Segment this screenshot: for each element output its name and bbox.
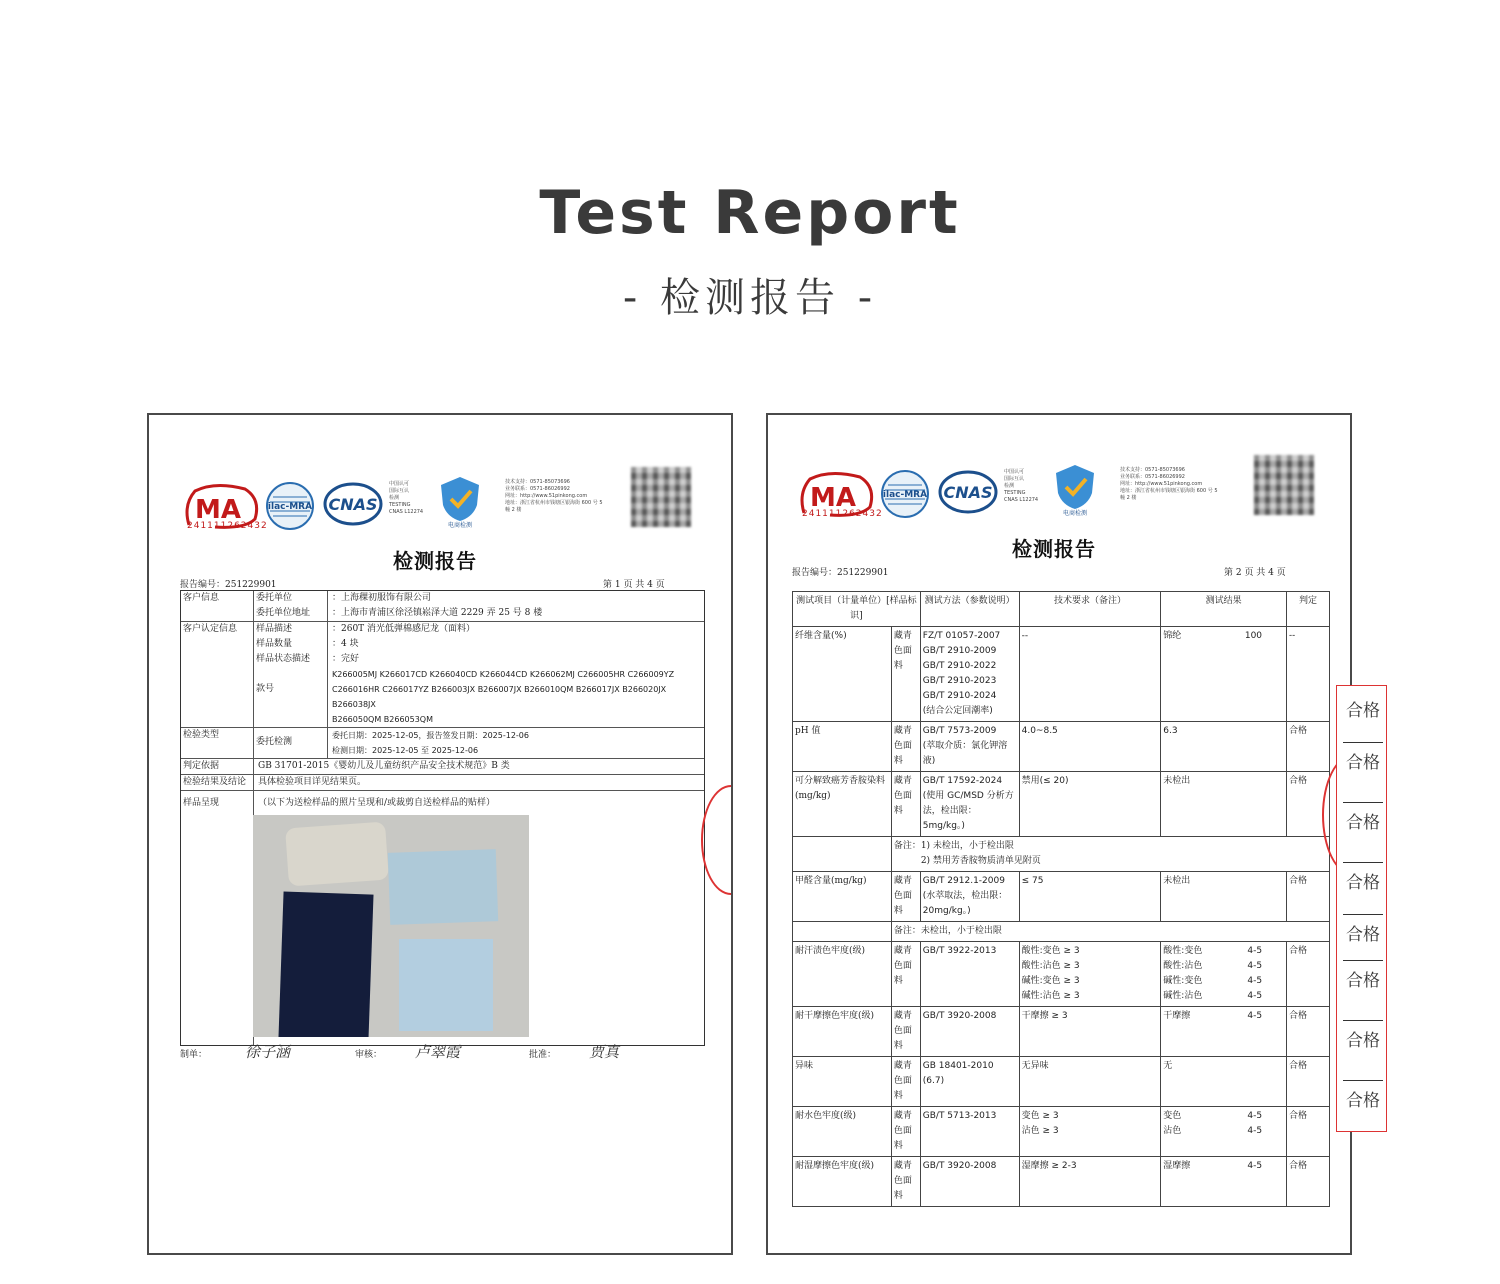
method-cell: FZ/T 01057-2007 GB/T 2910-2009 GB/T 2910-2022 GB/T 2910-2023 GB/T 2910-2024 (结合公定回潮率) — [920, 627, 1019, 722]
item-cell: 耐汗渍色牢度(级) — [793, 942, 892, 1007]
result-value: 干摩擦 — [1163, 1011, 1191, 1021]
pass-tag: 合格 — [1346, 753, 1380, 773]
page-indicator: 第 2 页 共 4 页 — [1224, 568, 1286, 578]
sample-mark-cell: 藏青色面料 — [891, 627, 920, 722]
svg-text:电商检测: 电商检测 — [1062, 510, 1088, 517]
result-cell — [1161, 942, 1287, 1007]
requirement-cell: 湿摩擦 ≥ 2-3 — [1019, 1157, 1161, 1207]
result-value: 湿摩擦 — [1163, 1161, 1191, 1171]
report-number: 报告编号：251229901 — [180, 580, 277, 590]
judgement-cell: 合格 — [1287, 722, 1330, 772]
report-number: 报告编号：251229901 — [792, 568, 889, 578]
header-requirement: 技术要求（备注） — [1019, 592, 1161, 627]
pass-tag: 合格 — [1346, 971, 1380, 991]
svg-text:MA: MA — [810, 483, 856, 513]
requirement-cell: 无异味 — [1019, 1057, 1161, 1107]
requirement-cell: 变色 ≥ 3 沾色 ≥ 3 — [1019, 1107, 1161, 1157]
sample-mark-cell: 藏青色面料 — [891, 772, 920, 837]
report-page-2 — [766, 413, 1352, 1255]
result-grade: 4-5 — [1247, 1011, 1263, 1021]
result-grade: 100 — [1244, 631, 1263, 641]
sample-photo — [253, 815, 529, 1037]
tag-divider — [1343, 802, 1383, 803]
method-cell: GB/T 3922-2013 — [920, 942, 1019, 1007]
doc-title: 检测报告 — [393, 549, 477, 573]
page-title: Test Report — [539, 178, 961, 248]
cnas-caption: 中国认可 国际互认 检测 TESTING CNAS L12274 — [389, 481, 424, 515]
result-value: 变色 沾色 — [1163, 1111, 1182, 1136]
table-header-row — [793, 592, 1330, 627]
ecommerce-testing-logo — [435, 475, 485, 531]
contact-info: 技术支持：0571-85073696 业务联系：0571-86026992 网址：http://www.51pinkong.com 地址：浙江省杭州市钱塘区银海街 600 号 5 幢 2 楼 — [505, 479, 603, 513]
contact-info: 技术支持：0571-85073696 业务联系：0571-86026992 网址：http://www.51pinkong.com 地址：浙江省杭州市钱塘区银海街 600 号 5 幢 2 楼 — [1120, 467, 1218, 501]
certification-logos — [800, 463, 1320, 523]
judgement-cell: 合格 — [1287, 772, 1330, 837]
judgement-cell: 合格 — [1287, 1057, 1330, 1107]
judgement-cell: 合格 — [1287, 1157, 1330, 1207]
result-value: 酸性:变色 酸性:沾色 碱性:变色 碱性:沾色 — [1163, 946, 1203, 1001]
method-cell: GB/T 2912.1-2009 (水萃取法，检出限：20mg/kg。) — [920, 872, 1019, 922]
method-cell: GB/T 17592-2024 (使用 GC/MSD 分析方法，检出限：5mg/kg。) — [920, 772, 1019, 837]
pass-tag: 合格 — [1346, 925, 1380, 945]
table-row — [793, 772, 1330, 837]
result-cell — [1161, 772, 1287, 837]
item-cell: 可分解致癌芳香胺染料(mg/kg) — [793, 772, 892, 837]
item-cell: 耐湿摩擦色牢度(级) — [793, 1157, 892, 1207]
item-cell: 甲醛含量(mg/kg) — [793, 872, 892, 922]
doc-title: 检测报告 — [1012, 537, 1096, 561]
table-row: 检验类型 委托检测 委托日期：2025-12-05，报告签发日期：2025-12-06 检测日期：2025-12-05 至 2025-12-06 — [181, 728, 704, 759]
result-cell — [1161, 872, 1287, 922]
svg-text:MA: MA — [195, 495, 241, 525]
qr-code — [631, 467, 691, 527]
review-label: 审核： — [355, 1050, 383, 1060]
results-table — [792, 591, 1330, 1207]
cma-number: 241111262432 — [802, 509, 883, 519]
requirement-cell: 干摩擦 ≥ 3 — [1019, 1007, 1161, 1057]
method-cell: GB/T 3920-2008 — [920, 1157, 1019, 1207]
tag-divider — [1343, 742, 1383, 743]
approve-signature: 贾真 — [589, 1043, 620, 1061]
red-seal — [701, 785, 733, 895]
page-indicator: 第 1 页 共 4 页 — [603, 580, 665, 590]
table-row — [793, 1057, 1330, 1107]
approve-label: 批准： — [529, 1050, 557, 1060]
requirement-cell: 禁用(≤ 20) — [1019, 772, 1161, 837]
table-row — [793, 1107, 1330, 1157]
beige-fabric — [285, 822, 389, 887]
result-value: 锦纶 — [1163, 631, 1182, 641]
pass-tag: 合格 — [1346, 1031, 1380, 1051]
qr-code — [1254, 455, 1314, 515]
cnas-caption: 中国认可 国际互认 检测 TESTING CNAS L12274 — [1004, 469, 1039, 503]
judgement-cell: 合格 — [1287, 942, 1330, 1007]
result-value: 6.3 — [1163, 726, 1178, 736]
certification-logos — [185, 475, 705, 535]
report-page-1 — [147, 413, 733, 1255]
result-cell — [1161, 1057, 1287, 1107]
svg-text:CNAS: CNAS — [328, 495, 378, 514]
note-cell: 备注：未检出，小于检出限 — [891, 922, 1329, 942]
made-by-label: 制单： — [180, 1050, 208, 1060]
table-row — [793, 1007, 1330, 1057]
ecommerce-testing-logo — [1050, 463, 1100, 519]
table-row — [793, 942, 1330, 1007]
empty-cell — [793, 922, 892, 942]
table-row: 客户信息 委托单位 ：上海稞初服饰有限公司 委托单位地址 ：上海市青浦区徐泾镇崧泽大道 2229 弄 25 号 8 楼 — [181, 591, 704, 622]
table-row — [793, 627, 1330, 722]
table-row: 检验结果及结论 具体检验项目详见结果页。 — [181, 775, 704, 791]
table-note-row — [793, 922, 1330, 942]
judgement-cell: -- — [1287, 627, 1330, 722]
table-row — [793, 1157, 1330, 1207]
sample-mark-cell: 藏青色面料 — [891, 872, 920, 922]
svg-text:CNAS: CNAS — [943, 483, 993, 502]
svg-text:ilac-MRA: ilac-MRA — [267, 502, 313, 512]
result-cell — [1161, 627, 1287, 722]
navy-fabric — [278, 891, 373, 1037]
method-cell: GB/T 3920-2008 — [920, 1007, 1019, 1057]
result-grade: 4-5 4-5 — [1247, 1111, 1263, 1136]
empty-cell — [793, 837, 892, 872]
sample-mark-cell: 藏青色面料 — [891, 1157, 920, 1207]
pass-tag: 合格 — [1346, 1091, 1380, 1111]
tag-divider — [1343, 914, 1383, 915]
sample-mark-cell: 藏青色面料 — [891, 722, 920, 772]
result-grade: 4-5 — [1247, 1161, 1263, 1171]
result-cell — [1161, 1107, 1287, 1157]
note-cell: 备注：1) 未检出，小于检出限 2) 禁用芳香胺物质清单见附页 — [891, 837, 1329, 872]
result-cell — [1161, 1157, 1287, 1207]
requirement-cell: ≤ 75 — [1019, 872, 1161, 922]
review-signature: 卢翠霞 — [415, 1043, 461, 1061]
item-cell: 耐干摩擦色牢度(级) — [793, 1007, 892, 1057]
result-grade: 4-5 4-5 4-5 4-5 — [1247, 946, 1263, 1001]
pass-tag: 合格 — [1346, 701, 1380, 721]
header-judgement: 判定 — [1287, 592, 1330, 627]
table-row — [793, 872, 1330, 922]
result-value: 未检出 — [1163, 876, 1191, 886]
tag-divider — [1343, 862, 1383, 863]
requirement-cell: 4.0~8.5 — [1019, 722, 1161, 772]
pass-tag: 合格 — [1346, 813, 1380, 833]
item-cell: 耐水色牢度(级) — [793, 1107, 892, 1157]
item-cell: 纤维含量(%) — [793, 627, 892, 722]
result-value: 无 — [1163, 1061, 1173, 1071]
sample-mark-cell: 藏青色面料 — [891, 1107, 920, 1157]
pass-tag-strip — [1336, 685, 1387, 1132]
result-cell — [1161, 722, 1287, 772]
result-cell — [1161, 1007, 1287, 1057]
light-blue-fabric — [388, 849, 498, 925]
sample-mark-cell: 藏青色面料 — [891, 1057, 920, 1107]
header-item: 测试项目（计量单位）[样品标识] — [793, 592, 921, 627]
ilac-mra-logo — [265, 481, 315, 531]
header-method: 测试方法（参数说明） — [920, 592, 1019, 627]
requirement-cell: 酸性:变色 ≥ 3 酸性:沾色 ≥ 3 碱性:变色 ≥ 3 碱性:沾色 ≥ 3 — [1019, 942, 1161, 1007]
judgement-cell: 合格 — [1287, 872, 1330, 922]
table-row — [793, 722, 1330, 772]
item-cell: 异味 — [793, 1057, 892, 1107]
header-result: 测试结果 — [1161, 592, 1287, 627]
result-value: 未检出 — [1163, 776, 1191, 786]
page-subtitle: - 检测报告 - — [622, 275, 878, 321]
method-cell: GB/T 5713-2013 — [920, 1107, 1019, 1157]
svg-text:ilac-MRA: ilac-MRA — [882, 490, 928, 500]
judgement-cell: 合格 — [1287, 1107, 1330, 1157]
item-cell: pH 值 — [793, 722, 892, 772]
pass-tag: 合格 — [1346, 873, 1380, 893]
tag-divider — [1343, 1020, 1383, 1021]
blue-fabric — [399, 939, 493, 1031]
table-note-row — [793, 837, 1330, 872]
tag-divider — [1343, 960, 1383, 961]
cnas-logo — [938, 469, 998, 515]
ilac-mra-logo — [880, 469, 930, 519]
svg-text:电商检测: 电商检测 — [447, 522, 473, 529]
method-cell: GB 18401-2010 (6.7) — [920, 1057, 1019, 1107]
method-cell: GB/T 7573-2009 (萃取介质：氯化钾溶液) — [920, 722, 1019, 772]
table-row: 判定依据 GB 31701-2015《婴幼儿及儿童纺织产品安全技术规范》B 类 — [181, 759, 704, 775]
sample-mark-cell: 藏青色面料 — [891, 942, 920, 1007]
table-row: 客户认定信息 样品描述 ：260T 消光低弹棉感尼龙（面料） 样品数量 ：4 块 样品状态描述 ：完好 款号 K266005MJ K266017CD K266040CD K266044CD K266062MJ C266005HR C266009YZ C266016HR C266017YZ B266003JX B266007JX B266010QM B266017JX B266020JX B266038JX B266050QM B266053QM — [181, 622, 704, 728]
table-row: 样品呈现 （以下为送检样品的照片呈现和/或裁剪自送检样品的贴样） — [181, 791, 704, 1045]
cnas-logo — [323, 481, 383, 527]
cma-number: 241111262432 — [187, 521, 268, 531]
requirement-cell: -- — [1019, 627, 1161, 722]
made-by-signature: 徐子涵 — [245, 1043, 291, 1061]
judgement-cell: 合格 — [1287, 1007, 1330, 1057]
tag-divider — [1343, 1080, 1383, 1081]
sample-mark-cell: 藏青色面料 — [891, 1007, 920, 1057]
